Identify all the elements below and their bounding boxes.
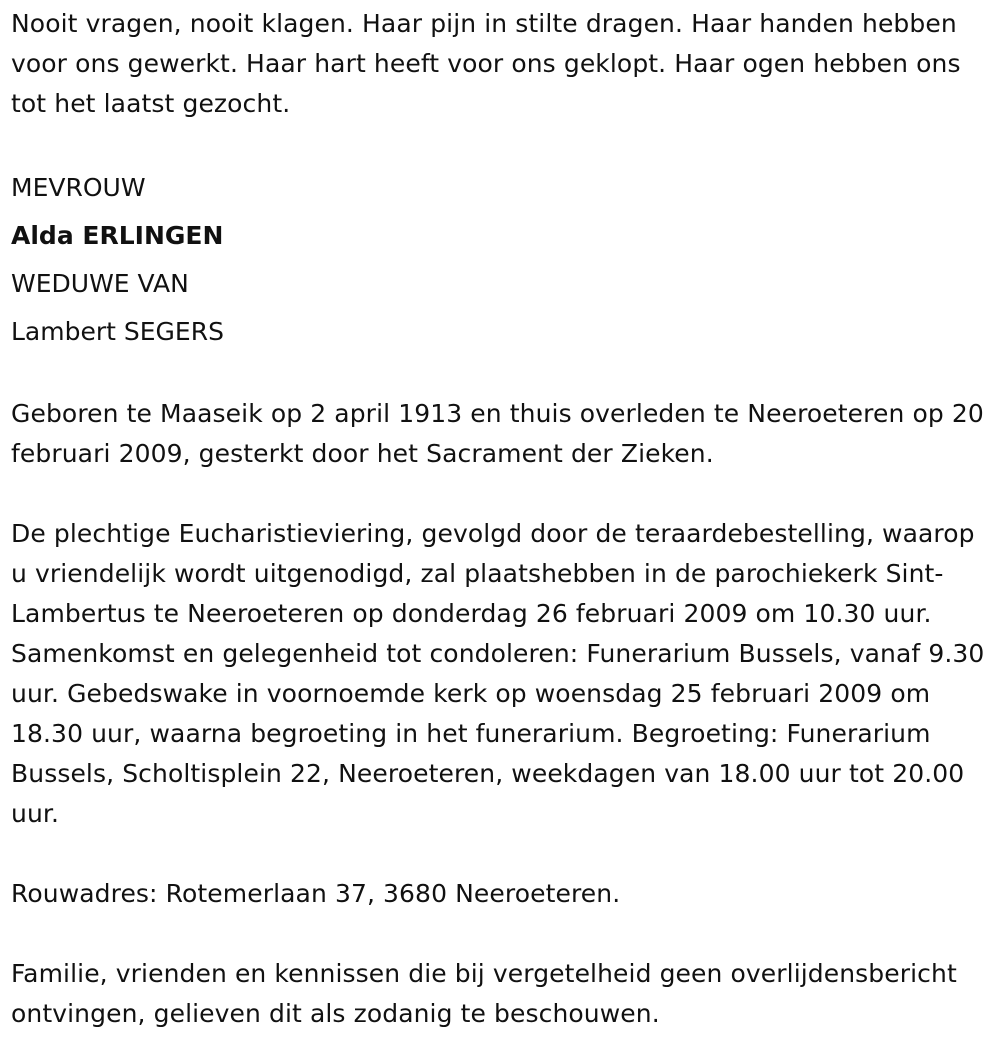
spacer bbox=[11, 124, 996, 164]
intro-poem: Nooit vragen, nooit klagen. Haar pijn in stilte dragen. Haar handen hebben voor ons gewerkt. Haar hart heeft voor ons geklopt. Haar ogen hebben ons tot het laatst gezocht. bbox=[11, 9, 961, 118]
closing-paragraph: Familie, vrienden en kennissen die bij vergetelheid geen overlijdensbericht ontvingen, gelieven dit als zodanig te beschouwen. bbox=[11, 959, 957, 1028]
spacer bbox=[11, 474, 996, 514]
obituary-document bbox=[11, 4, 996, 1034]
spacer bbox=[11, 914, 996, 954]
honorific: MEVROUW bbox=[11, 173, 146, 202]
ceremony-paragraph: De plechtige Eucharistieviering, gevolgd door de teraardebestelling, waarop u vriendelijk wordt uitgenodigd, zal plaatshebben in de parochiekerk Sint-Lambertus te Neeroeteren op donderdag 26 februari 2009 om 10.30 uur. Samenkomst en gelegenheid tot condoleren: Funerarium Bussels, vanaf 9.30 uur. Gebedswake in voornoemde kerk op woensdag 25 februari 2009 om 18.30 uur, waarna begroeting in het funerarium. Begroeting: Funerarium Bussels, Scholtisplein 22, Neeroeteren, weekdagen van 18.00 uur tot 20.00 uur. bbox=[11, 519, 985, 828]
mourning-address: Rouwadres: Rotemerlaan 37, 3680 Neeroeteren. bbox=[11, 879, 621, 908]
deceased-name: Alda ERLINGEN bbox=[11, 221, 224, 250]
birth-death-paragraph: Geboren te Maaseik op 2 april 1913 en thuis overleden te Neeroeteren op 20 februari 2009, gesterkt door het Sacrament der Zieken. bbox=[11, 399, 984, 468]
spacer bbox=[11, 834, 996, 874]
spacer bbox=[11, 356, 996, 394]
deceased-block bbox=[11, 164, 996, 356]
relation-label: WEDUWE VAN bbox=[11, 269, 189, 298]
spouse-name: Lambert SEGERS bbox=[11, 317, 224, 346]
